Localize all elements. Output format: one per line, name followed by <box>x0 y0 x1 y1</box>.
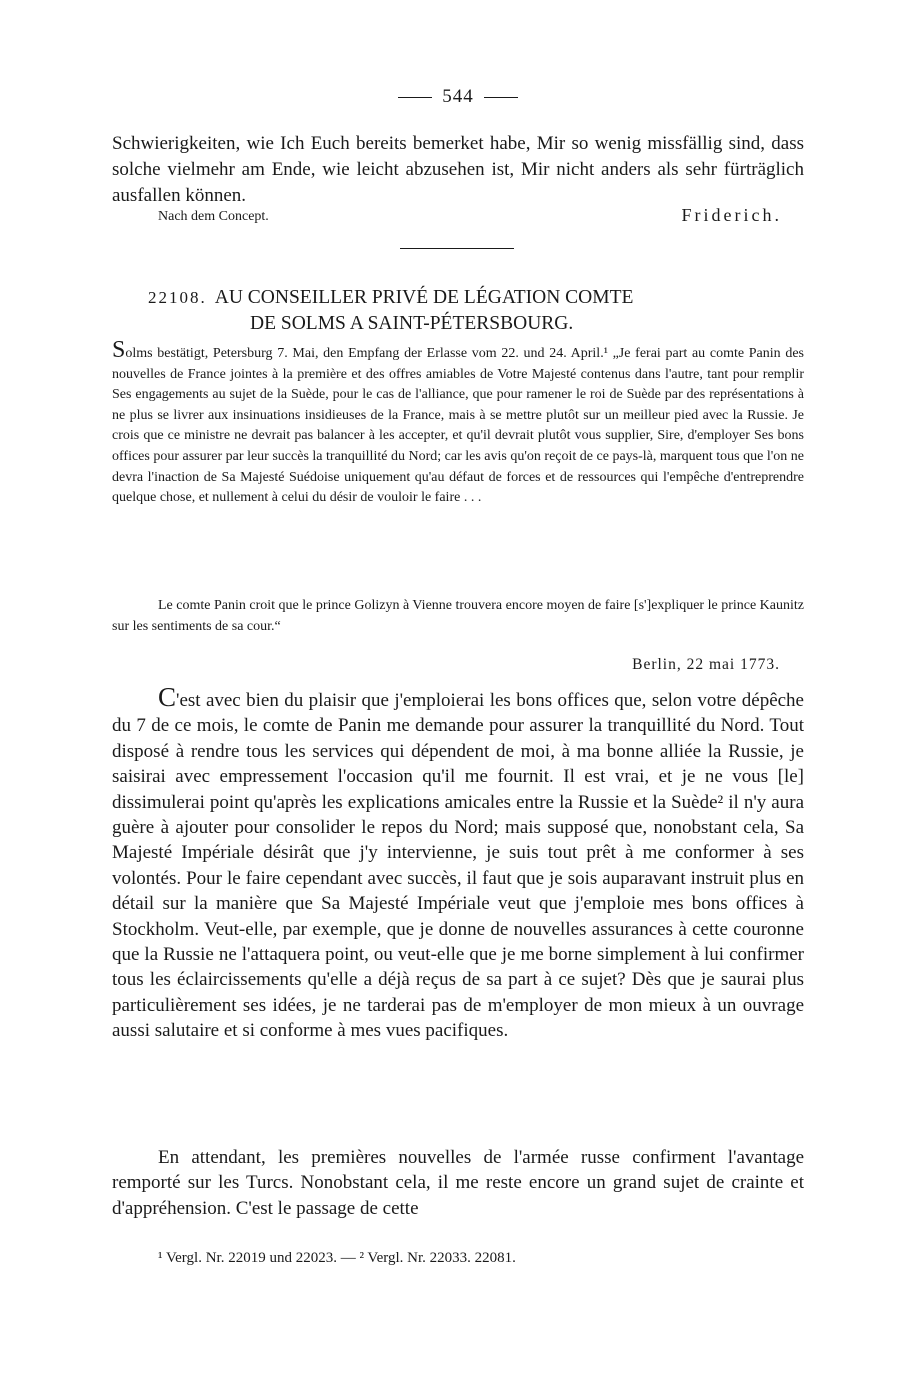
dateline: Berlin, 22 mai 1773. <box>632 656 780 673</box>
letter-paragraph-1 <box>112 682 804 1044</box>
source-note: Nach dem Concept. <box>158 209 269 224</box>
document-title-line-1: AU CONSEILLER PRIVÉ DE LÉGATION COMTE <box>214 287 634 308</box>
document-heading <box>148 285 788 337</box>
summary-text: olms bestätigt, Petersburg 7. Mai, den Empfang der Erlasse vom 22. und 24. April.¹ „Je ferai part au comte Panin des nouvelles de France jointes à la première et des offres amiables de Votre Majesté contenus dans l'autre, tant pour remplir Ses engagements au sujet de la Suède, pour le cas de l'alliance, que pour ramener le roi de Suède par des représentations à ne plus se livrer aux insinuations insidieuses de la France, mais à se mettre plutôt sur un meilleur pied avec la Russie. Je crois que ce ministre ne devrait pas balancer à les accepter, et qu'il devrait plutôt vous supplier, Sire, d'employer Ses bons offices pour assurer par leur succès la tranquillité du Nord; car les avis qu'on reçoit de ce pays-là, marquent tous que l'on ne devra l'inaction de Sa Majesté Suédoise uniquement qu'au défaut de forces et de ressources qui l'empêche d'entreprendre quelque chose, et nullement à celui du désir de vouloir le faire . . . <box>112 346 804 506</box>
document-number: 22108. <box>148 288 207 307</box>
summary-paragraph-2: Le comte Panin croit que le prince Golizyn à Vienne trouvera encore moyen de faire [s']expliquer le prince Kaunitz sur les sentiments de sa cour.“ <box>112 598 804 634</box>
letter-paragraph-1-text: 'est avec bien du plaisir que j'emploierai les bons offices que, selon votre dépêche du 7 de ce mois, le comte de Panin me demande pour assurer la tranquillité du Nord. Tout disposé à rendre tous les services qui dépendent de moi, à ma bonne alliée la Russie, je saisirai avec empressement l'occasion qu'il me fournit. Il est vrai, et je ne vous [le] dissimulerai point qu'après les explications amicales entre la Russie et la Suède² il n'y aura guère à ajouter pour consolider le repos du Nord; mais supposé que, nonobstant cela, Sa Majesté Impériale désirât que j'y intervienne, je suis tout prêt à me conformer à ses volontés. Pour le faire cependant avec succès, il faut que je sois auparavant instruit plus en détail sur la manière que Sa Majesté Impériale veut que j'emploie mes bons offices à Stockholm. Veut-elle, par exemple, que je donne de nouvelles assurances à cette couronne que la Russie ne l'attaquera point, ou veut-elle que je me borne simplement à lui confirmer tous les éclaircissements qu'elle a déjà reçus de sa part à ce sujet? Dès que je saurai plus particulièrement ses idées, je ne tarderai pas de m'employer de mon mieux à un ouvrage aussi salutaire et si conforme à mes vues pacifiques. <box>112 690 804 1042</box>
document-title-line-2: DE SOLMS A SAINT-PÉTERSBOURG. <box>250 313 574 334</box>
header-dash-right <box>484 97 518 98</box>
book-page <box>112 0 804 1392</box>
section-divider <box>400 248 514 249</box>
letter-initial: C <box>158 682 177 712</box>
footnotes: ¹ Vergl. Nr. 22019 und 22023. — ² Vergl. Nr. 22033. 22081. <box>158 1250 516 1266</box>
summary-paragraph <box>112 337 804 509</box>
page-number: 544 <box>442 86 474 107</box>
signature: Friderich. <box>681 205 782 225</box>
running-head <box>112 86 804 108</box>
continuation-paragraph: Schwierigkeiten, wie Ich Euch bereits bemerket habe, Mir so wenig missfällig sind, dass solche vielmehr am Ende, wie leicht abzusehen ist, Mir nicht anders als sehr fürträglich ausfallen können. <box>112 133 804 206</box>
letter-paragraph-2: En attendant, les premières nouvelles de l'armée russe confirment l'avantage remporté sur les Turcs. Nonobstant cela, il me reste encore un grand sujet de crainte et d'appréhension. C'est le passage de cette <box>112 1147 804 1219</box>
header-dash-left <box>398 97 432 98</box>
summary-initial: S <box>112 337 126 363</box>
source-line <box>112 205 782 231</box>
